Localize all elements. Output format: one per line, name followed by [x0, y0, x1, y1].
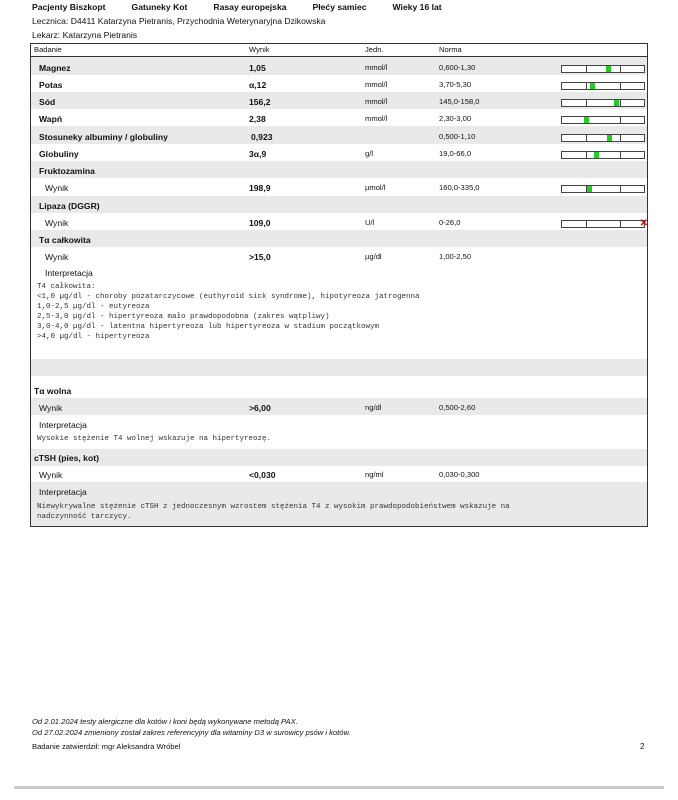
interpretation-label: Interpretacja	[39, 487, 87, 497]
test-unit: µmol/l	[365, 183, 386, 192]
test-name: Stosuneky albuminy / globuliny	[39, 132, 168, 142]
test-unit: ng/ml	[365, 470, 384, 479]
section-fruktozamina	[31, 161, 647, 178]
interpretation-label: Interpretacja	[45, 268, 93, 278]
patient-header	[32, 2, 468, 12]
range-marker	[584, 117, 589, 123]
range-marker	[587, 186, 592, 192]
test-norm: 0-26,0	[439, 218, 461, 227]
test-norm: 0,500-2,60	[439, 403, 476, 412]
test-norm: 145,0-158,0	[439, 97, 480, 106]
patient-age: Wieky 16 lat	[392, 2, 442, 12]
test-norm: 19,0-66,0	[439, 149, 472, 158]
test-name: Wynik	[39, 403, 63, 413]
test-name: Globuliny	[39, 149, 79, 159]
approved-by: Badanie zatwierdził: mgr Aleksandra Wróbel	[32, 742, 181, 751]
results-table	[30, 43, 648, 527]
test-name: Magnez	[39, 63, 71, 73]
interpretation-t4-free	[31, 415, 647, 449]
test-value: 1,05	[249, 63, 266, 73]
section-t4-free	[31, 382, 647, 398]
interpretation-t4-total	[31, 264, 647, 359]
patient-name: Pacjenty Biszkopt	[32, 2, 106, 12]
result-row-t4-total	[31, 247, 647, 264]
test-name: Wynik	[45, 183, 69, 193]
footer-note: Od 27.02.2024 zmieniony został zakres referencyjny dla witaminy D3 w surowicy psów i kotów.	[32, 728, 351, 737]
range-bar	[561, 151, 645, 159]
col-unit: Jedn.	[365, 45, 384, 54]
range-marker	[614, 100, 619, 106]
test-name: Wynik	[45, 252, 69, 262]
range-bar	[561, 82, 645, 90]
interpretation-text: Niewykrywalne stężenie cTSH z jednoczesnym wzrostem stężenia T4 z wysokim prawdopodobieństwem wskazuje na nadczynność tarczycy.	[37, 503, 510, 521]
test-value: >15,0	[249, 252, 271, 262]
range-bar	[561, 116, 645, 124]
spacer-row	[31, 359, 647, 376]
result-row-globuliny	[31, 144, 647, 161]
patient-breed: Rasay europejska	[213, 2, 287, 12]
page-number: 2	[640, 742, 645, 751]
result-row-t4-free	[31, 398, 647, 415]
test-value: <0,030	[249, 470, 276, 480]
range-marker	[590, 83, 595, 89]
interpretation-ctsh	[31, 482, 647, 526]
result-row-lipaza	[31, 213, 647, 230]
interpretation-text: Wysokie stężenie T4 wolnej wskazuje na hipertyreozę.	[37, 435, 272, 443]
col-test: Badanie	[34, 45, 62, 54]
test-unit: mmol/l	[365, 97, 388, 106]
interpretation-label: Interpretacja	[39, 420, 87, 430]
section-t4-total	[31, 230, 647, 247]
result-row-sod	[31, 92, 647, 109]
test-norm: 160,0-335,0	[439, 183, 480, 192]
test-unit: µg/dl	[365, 252, 382, 261]
test-name: Sód	[39, 97, 56, 107]
range-marker	[606, 66, 611, 72]
test-value: 0,923	[251, 132, 273, 142]
section-title: Tα wolna	[34, 386, 72, 396]
clinic-line: Lecznica: D4411 Katarzyna Pietranis, Przychodnia Weterynaryjna Dzikowska	[32, 16, 326, 26]
test-name: Wapń	[39, 114, 63, 124]
test-value: 3α,9	[249, 149, 267, 159]
test-unit: mmol/l	[365, 114, 388, 123]
range-bar	[561, 218, 648, 229]
test-value: >6,00	[249, 403, 271, 413]
test-norm: 2,30-3,00	[439, 114, 472, 123]
section-lipaza	[31, 196, 647, 213]
result-row-albumin-globulin	[31, 126, 647, 144]
test-unit: U/l	[365, 218, 375, 227]
test-value: 2,38	[249, 114, 266, 124]
col-norm: Norma	[439, 45, 462, 54]
section-title: Lipaza (DGGR)	[39, 201, 100, 211]
test-norm: 0,600-1,30	[439, 63, 476, 72]
section-title: cTSH (pies, kot)	[34, 453, 99, 463]
result-row-ctsh	[31, 466, 647, 482]
out-of-range-icon: ✕	[639, 218, 648, 229]
section-title: Tα całkowita	[39, 235, 91, 245]
test-norm: 3,70-5,30	[439, 80, 472, 89]
range-bar	[561, 99, 645, 107]
test-value: α,12	[249, 80, 267, 90]
range-bar	[561, 65, 645, 73]
table-header	[31, 44, 647, 57]
interpretation-text: T4 całkowita: <1,0 µg/dl - choroby pozatarczycowe (euthyroid sick syndrome), hipotyreoza jatrogenna 1,0-2,5 µg/dl - eutyreoza 2,5-3,0 µg/dl - hipertyreoza mało prawdopodobna (zakres wątpliwy) 3,0-4,0 µg/dl - latentna hipertyreoza lub hipertyreoza w stadium początkowym >4,0 µg/dl - hipertyreoza	[37, 283, 420, 341]
test-unit: mmol/l	[365, 80, 388, 89]
test-value: 198,9	[249, 183, 271, 193]
footer-note: Od 2.01.2024 testy alergiczne dla kotów i koni będą wykonywane metodą PAX.	[32, 717, 298, 726]
range-marker	[607, 135, 612, 141]
result-row-wapn	[31, 109, 647, 126]
test-name: Wynik	[45, 218, 69, 228]
test-unit: mmol/l	[365, 63, 388, 72]
range-bar	[561, 185, 645, 193]
result-row-potas	[31, 75, 647, 92]
test-name: Potas	[39, 80, 63, 90]
result-row-magnez	[31, 57, 647, 75]
patient-species: Gatuneky Kot	[131, 2, 188, 12]
test-name: Wynik	[39, 470, 63, 480]
section-ctsh	[31, 449, 647, 466]
range-bar	[561, 134, 645, 142]
col-result: Wynik	[249, 45, 270, 54]
test-value: 109,0	[249, 218, 271, 228]
test-unit: ng/dl	[365, 403, 382, 412]
result-row-fruktozamina	[31, 178, 647, 196]
page-bottom-rule	[14, 786, 664, 789]
patient-sex: Płećy samiec	[312, 2, 367, 12]
range-marker	[594, 152, 599, 158]
test-norm: 1,00-2,50	[439, 252, 472, 261]
test-norm: 0,030-0,300	[439, 470, 480, 479]
section-title: Fruktozamina	[39, 166, 95, 176]
test-unit: g/l	[365, 149, 374, 158]
doctor-line: Lekarz: Katarzyna Pietranis	[32, 30, 138, 40]
test-value: 156,2	[249, 97, 271, 107]
test-norm: 0,500-1,10	[439, 132, 476, 141]
